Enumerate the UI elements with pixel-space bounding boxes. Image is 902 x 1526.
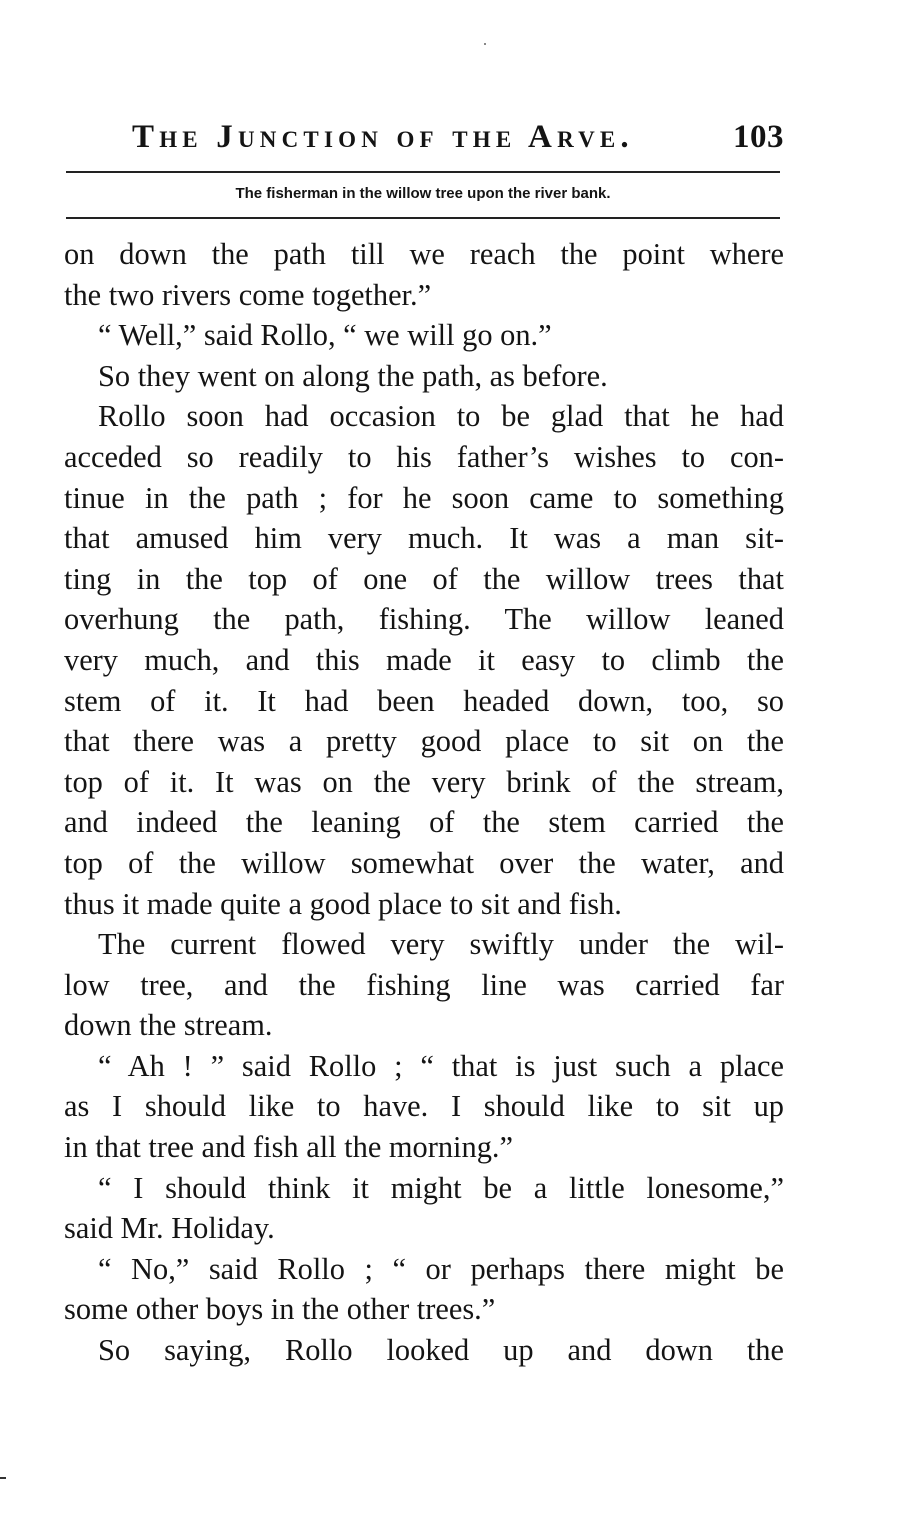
- text-line: said Mr. Holiday.: [64, 1211, 275, 1246]
- text-line: overhung the path, fishing. The willow leaned: [64, 602, 784, 637]
- text-line: tinue in the path ; for he soon came to something: [64, 480, 784, 515]
- body-text: [64, 234, 784, 1371]
- text-line: low tree, and the fishing line was carried far: [64, 967, 784, 1002]
- text-line: as I should like to have. I should like to sit up: [64, 1089, 784, 1124]
- text-line: some other boys in the other trees.”: [64, 1292, 496, 1327]
- text-line: Rollo soon had occasion to be glad that he had: [98, 399, 784, 434]
- text-line: ting in the top of one of the willow trees that: [64, 561, 784, 596]
- text-line: very much, and this made it easy to climb the: [64, 642, 784, 677]
- text-line: “ Well,” said Rollo, “ we will go on.”: [98, 318, 552, 353]
- text-line: “ No,” said Rollo ; “ or perhaps there might be: [98, 1251, 784, 1286]
- text-line: top of the willow somewhat over the water, and: [64, 845, 784, 880]
- text-line: So saying, Rollo looked up and down the: [98, 1333, 784, 1368]
- text-line: on down the path till we reach the point where: [64, 237, 784, 271]
- text-line: in that tree and fish all the morning.”: [64, 1130, 513, 1165]
- text-line: and indeed the leaning of the stem carried the: [64, 805, 784, 840]
- text-line: “ I should think it might be a little lonesome,”: [98, 1170, 784, 1205]
- text-line: that there was a pretty good place to sit on the: [64, 724, 784, 759]
- ink-speck: [484, 43, 486, 45]
- caption-rule-bottom: [66, 217, 780, 219]
- text-line: the two rivers come together.”: [64, 277, 432, 312]
- running-title: The Junction of the Arve.: [132, 119, 634, 155]
- text-line: top of it. It was on the very brink of the stream,: [64, 764, 784, 799]
- text-line: down the stream.: [64, 1008, 273, 1043]
- running-head: [66, 117, 784, 157]
- margin-mark: [0, 1477, 6, 1479]
- page-number: 103: [733, 119, 784, 155]
- side-caption: The fisherman in the willow tree upon the river bank.: [235, 185, 611, 202]
- text-line: that amused him very much. It was a man sit-: [64, 521, 784, 556]
- text-line: acceded so readily to his father’s wishes to con-: [64, 439, 784, 474]
- text-line: “ Ah ! ” said Rollo ; “ that is just such a place: [98, 1048, 784, 1083]
- text-line: So they went on along the path, as before.: [98, 358, 608, 393]
- text-line: The current flowed very swiftly under the wil-: [98, 927, 784, 962]
- caption-rule-top: [66, 171, 780, 173]
- text-line: stem of it. It had been headed down, too, so: [64, 683, 784, 718]
- text-line: thus it made quite a good place to sit and fish.: [64, 886, 622, 921]
